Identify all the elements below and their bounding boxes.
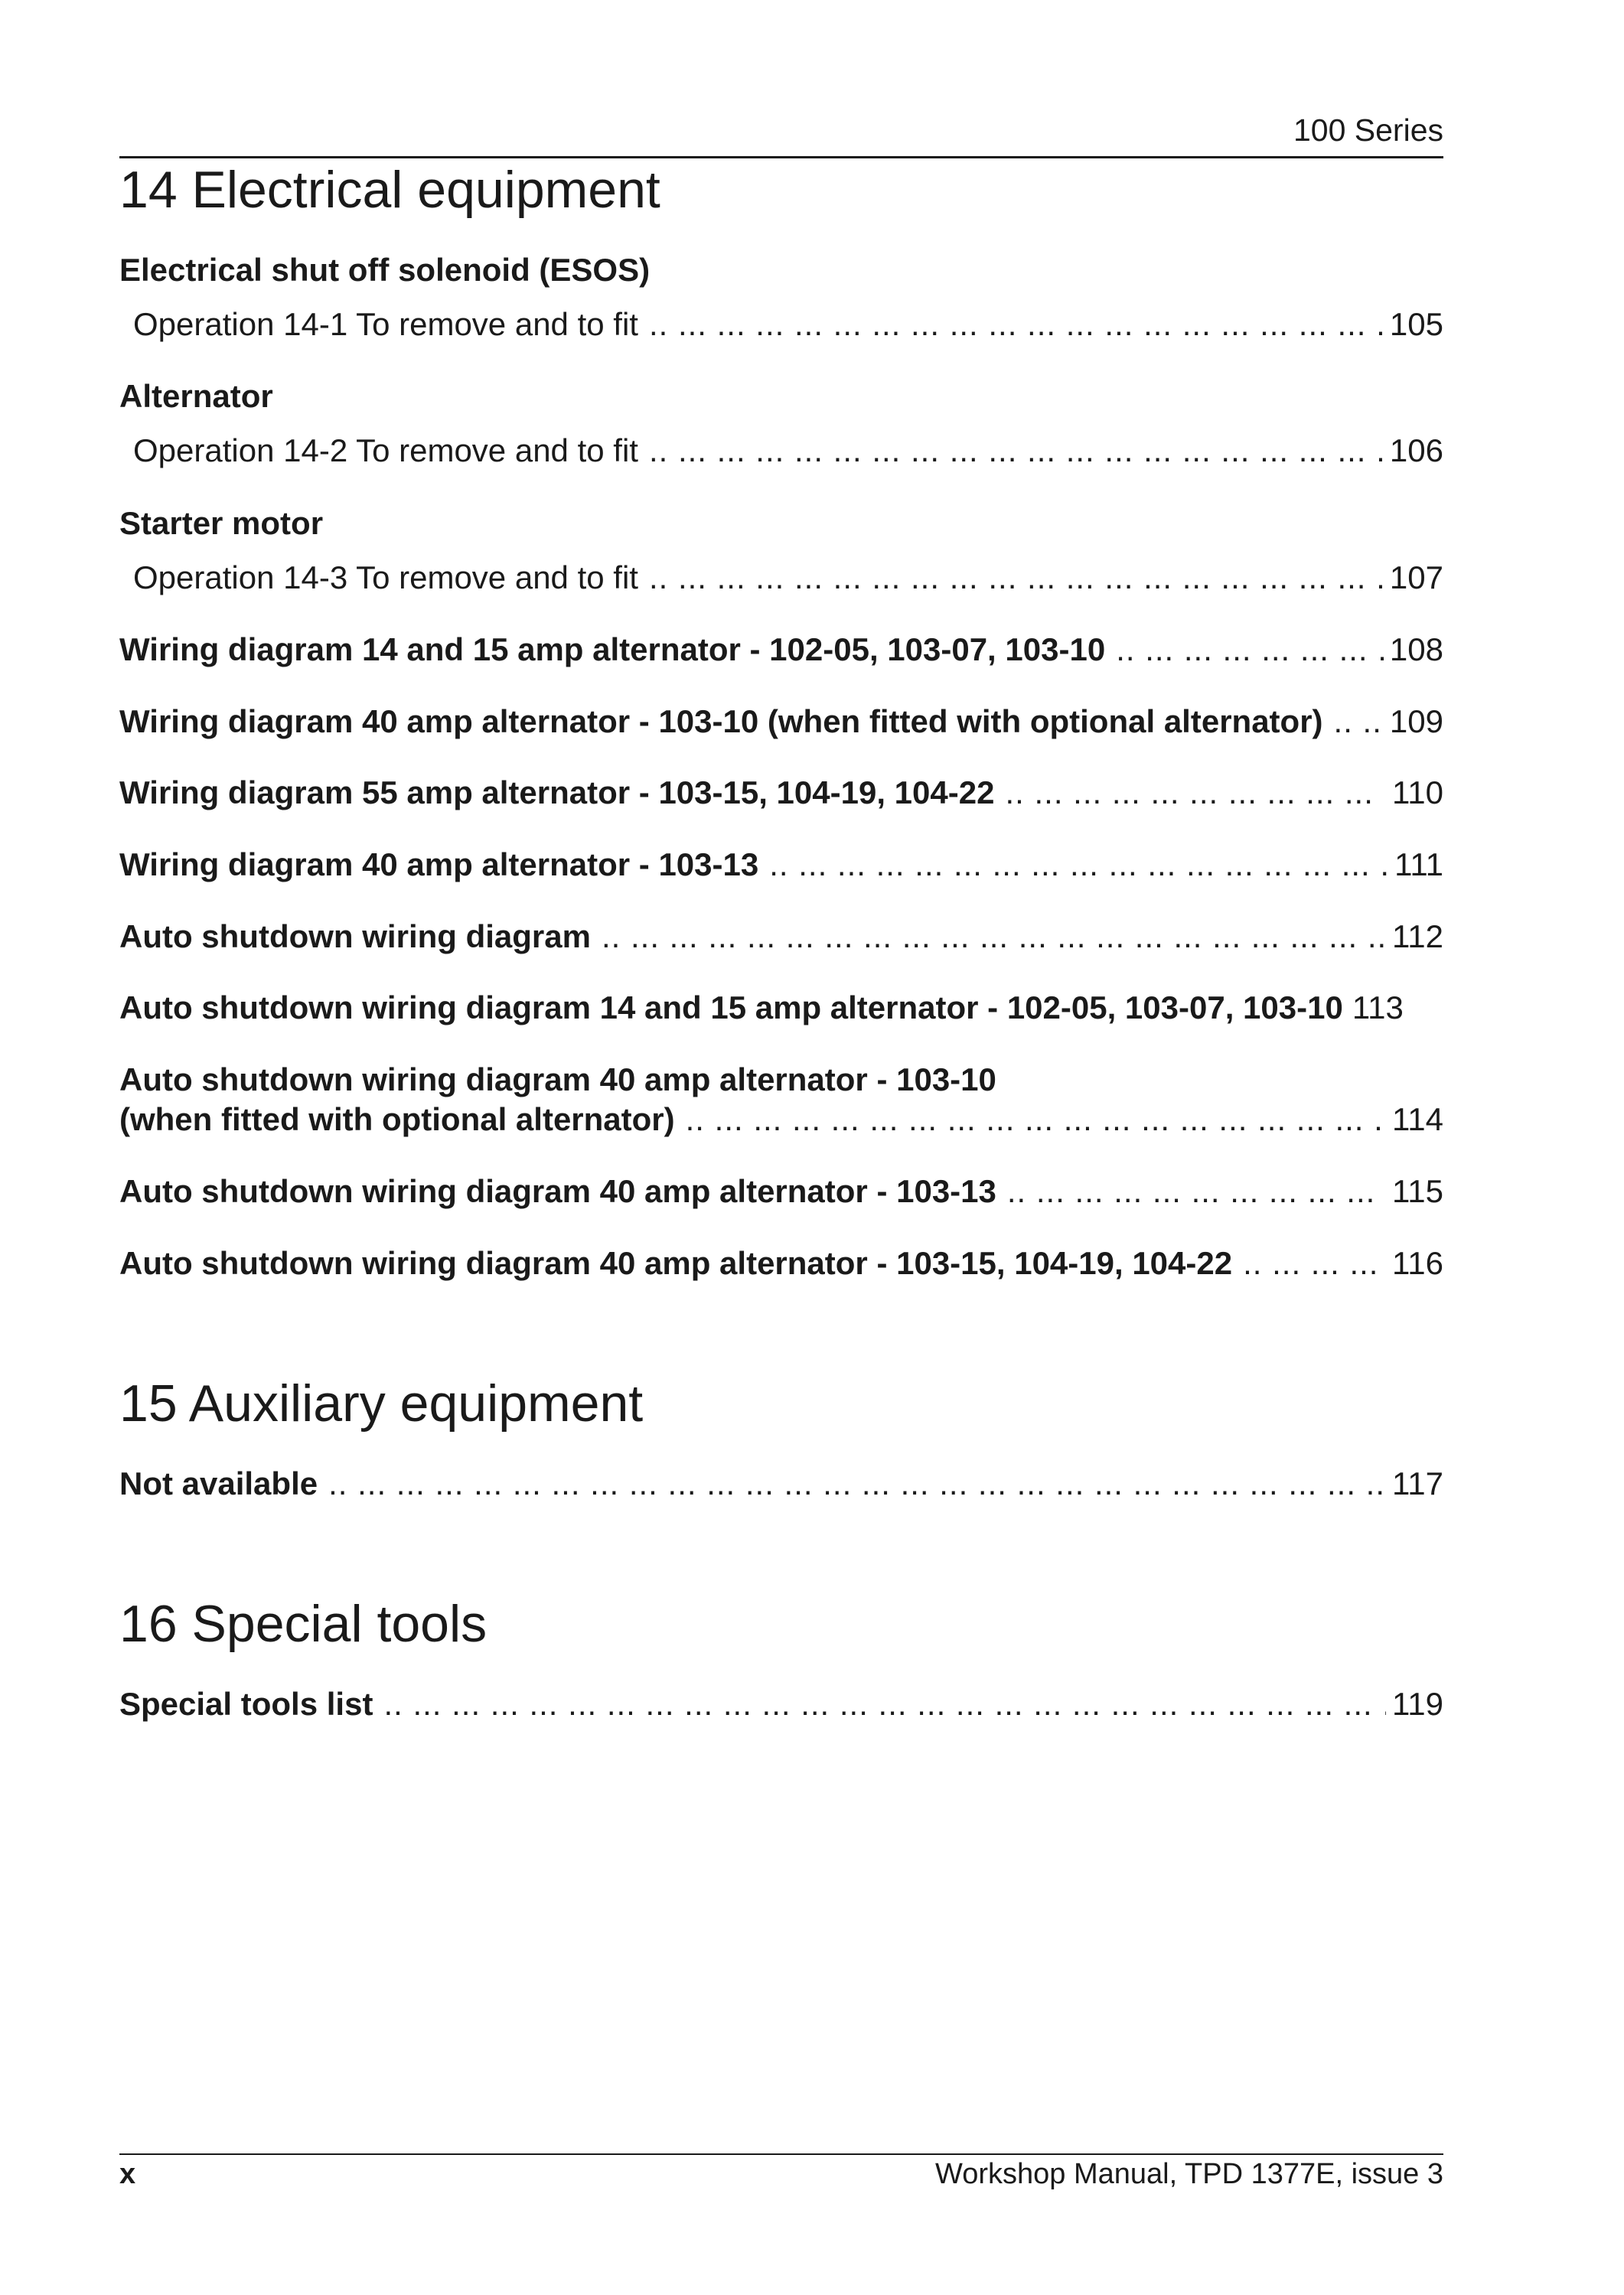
series-label: 100 Series	[1293, 112, 1443, 148]
toc-entry-label: Auto shutdown wiring diagram 40 amp alternator - 103-15, 104-19, 104-22	[119, 1245, 1233, 1281]
toc-page-number: 108	[1389, 631, 1443, 667]
header-rule	[119, 156, 1443, 158]
toc-entry-auto-shutdown-40-amp-103-15[interactable]	[119, 1247, 1443, 1280]
dot-leader	[383, 1688, 1386, 1720]
toc-page-number: 114	[1392, 1101, 1443, 1137]
toc-page-number: 106	[1389, 432, 1443, 468]
toc-entry-label: Not available	[119, 1465, 318, 1501]
toc-page-number: 119	[1392, 1686, 1443, 1722]
toc-entry-wiring-14-15-amp[interactable]	[119, 631, 1443, 667]
toc-entry-auto-shutdown-40-amp-optional[interactable]	[119, 1103, 1443, 1136]
dot-leader	[328, 1468, 1386, 1500]
footer-rule	[119, 2153, 1443, 2155]
chapter-title-16: 16 Special tools	[119, 1595, 488, 1653]
dot-leader	[686, 1103, 1386, 1136]
toc-page-number: 112	[1392, 918, 1443, 954]
toc-entry-operation-14-2[interactable]	[133, 432, 1443, 468]
toc-entry-auto-shutdown-40-amp-line1: Auto shutdown wiring diagram 40 amp alternator - 103-10	[119, 1061, 996, 1097]
toc-entry-not-available[interactable]	[119, 1465, 1443, 1501]
dot-leader	[649, 562, 1384, 594]
toc-entry-label: Wiring diagram 40 amp alternator - 103-10 (when fitted with optional alternator)	[119, 703, 1323, 739]
dot-leader	[1116, 634, 1384, 666]
toc-entry-wiring-55-amp[interactable]	[119, 774, 1443, 810]
toc-entry-label: Operation 14-3 To remove and to fit	[133, 559, 638, 595]
toc-page-number: 105	[1389, 306, 1443, 342]
toc-page-number: 107	[1389, 559, 1443, 595]
toc-entry-label: Wiring diagram 14 and 15 amp alternator - 102-05, 103-07, 103-10	[119, 631, 1106, 667]
dot-leader	[649, 435, 1384, 467]
toc-entry-auto-shutdown[interactable]	[119, 918, 1443, 954]
toc-page-number: 110	[1392, 774, 1443, 810]
toc-entry-wiring-40-amp-103-13[interactable]	[119, 846, 1443, 882]
toc-entry-operation-14-3[interactable]	[133, 559, 1443, 595]
dot-leader	[1243, 1247, 1386, 1280]
toc-page	[119, 0, 1443, 2295]
toc-page-number: 115	[1392, 1173, 1443, 1209]
dot-leader	[602, 921, 1386, 953]
toc-entry-label: Auto shutdown wiring diagram 40 amp alternator - 103-13	[119, 1173, 996, 1209]
toc-entry-label: Auto shutdown wiring diagram 14 and 15 amp alternator - 102-05, 103-07, 103-10	[119, 989, 1343, 1025]
toc-entry-label: Operation 14-1 To remove and to fit	[133, 306, 638, 342]
toc-entry-label: (when fitted with optional alternator)	[119, 1101, 675, 1137]
toc-entry-label: Operation 14-2 To remove and to fit	[133, 432, 638, 468]
toc-entry-auto-shutdown-14-15-amp[interactable]	[119, 989, 1443, 1025]
toc-entry-label: Auto shutdown wiring diagram	[119, 918, 591, 954]
toc-page-number: 111	[1394, 846, 1443, 882]
dot-leader	[1334, 706, 1384, 738]
section-heading-alternator: Alternator	[119, 378, 273, 414]
section-heading-esos: Electrical shut off solenoid (ESOS)	[119, 252, 651, 288]
toc-entry-label: Special tools list	[119, 1686, 373, 1722]
toc-page-number: 116	[1392, 1245, 1443, 1281]
toc-entry-auto-shutdown-40-amp-103-13[interactable]	[119, 1175, 1443, 1208]
toc-entry-operation-14-1[interactable]	[133, 308, 1443, 341]
toc-entry-special-tools-list[interactable]	[119, 1688, 1443, 1720]
toc-page-number: 109	[1389, 703, 1443, 739]
toc-page-number: 113	[1352, 989, 1404, 1025]
dot-leader	[1007, 1175, 1386, 1208]
toc-entry-label: Wiring diagram 40 amp alternator - 103-13	[119, 846, 759, 882]
dot-leader	[769, 849, 1388, 881]
dot-leader	[649, 308, 1384, 341]
dot-leader	[1005, 777, 1386, 809]
section-heading-starter-motor: Starter motor	[119, 505, 324, 541]
toc-entry-wiring-40-amp-optional[interactable]	[119, 703, 1443, 739]
footer-page-number: x	[119, 2158, 136, 2190]
chapter-title-14: 14 Electrical equipment	[119, 161, 660, 219]
footer-document-reference: Workshop Manual, TPD 1377E, issue 3	[935, 2158, 1443, 2190]
toc-page-number: 117	[1392, 1465, 1443, 1501]
chapter-title-15: 15 Auxiliary equipment	[119, 1374, 644, 1433]
toc-entry-label: Wiring diagram 55 amp alternator - 103-15, 104-19, 104-22	[119, 774, 995, 810]
